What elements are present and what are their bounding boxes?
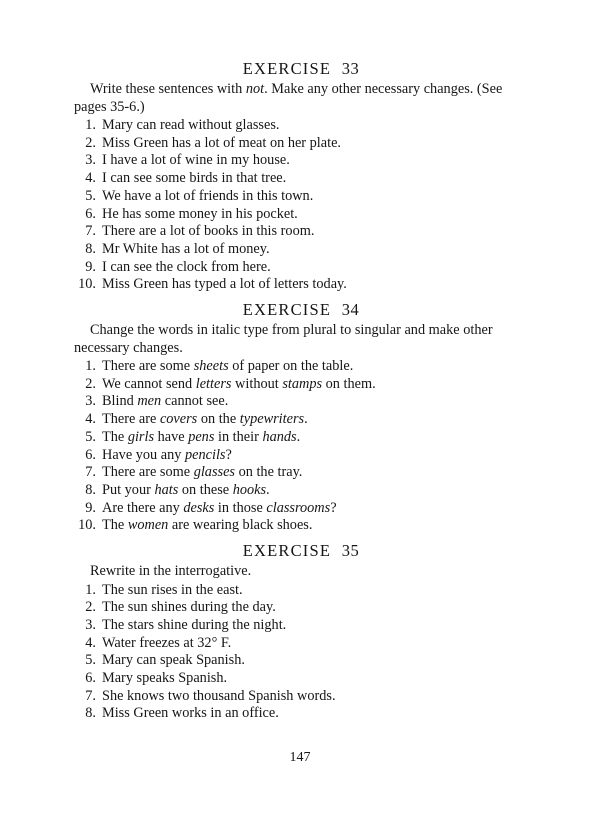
- list-item: [74, 617, 528, 635]
- item-text: He has some money in his pocket.: [102, 205, 298, 222]
- item-text: I can see some birds in that tree.: [102, 170, 287, 187]
- item-number: 2.: [85, 134, 96, 151]
- item-text: There are: [102, 411, 160, 428]
- item-text: The stars shine during the night.: [102, 616, 287, 633]
- item-text: I can see the clock from here.: [102, 258, 271, 275]
- exercise-instruction: [74, 81, 528, 116]
- item-text: have: [154, 428, 189, 445]
- list-item: [74, 482, 528, 500]
- list-item: [74, 688, 528, 706]
- item-number: 6.: [85, 446, 96, 463]
- item-text: cannot see.: [161, 393, 229, 410]
- italic-word: classrooms: [266, 499, 331, 516]
- item-text: She knows two thousand Spanish words.: [102, 687, 336, 704]
- list-item: [74, 447, 528, 465]
- exercise-items: [74, 582, 528, 724]
- item-text: Mary can read without glasses.: [102, 117, 280, 133]
- item-number: 1.: [85, 358, 96, 375]
- item-text: There are some: [102, 464, 194, 481]
- item-text: The: [102, 517, 128, 534]
- list-item: [74, 223, 528, 241]
- list-item: [74, 670, 528, 688]
- item-number: 6.: [85, 205, 96, 222]
- item-number: 9.: [85, 499, 96, 516]
- item-number: 4.: [85, 170, 96, 187]
- item-number: 1.: [85, 117, 96, 133]
- exercise-35: [74, 540, 528, 723]
- list-item: [74, 358, 528, 376]
- item-number: 4.: [85, 411, 96, 428]
- item-text: .: [304, 411, 308, 428]
- italic-word: hooks: [232, 481, 267, 498]
- item-text: ?: [225, 446, 232, 463]
- item-text: The sun rises in the east.: [102, 581, 243, 598]
- item-number: 5.: [85, 652, 96, 669]
- instruction-text: Rewrite in the interrogative.: [90, 563, 252, 580]
- item-text: We cannot send: [102, 375, 196, 392]
- item-number: 7.: [85, 687, 96, 704]
- item-text: on them.: [322, 375, 376, 392]
- list-item: [74, 152, 528, 170]
- list-item: [74, 376, 528, 394]
- item-text: Put your: [102, 481, 155, 498]
- item-text: There are some: [102, 358, 194, 375]
- instruction-text: Change the words in italic type from plural to singular and make other necessary changes.: [74, 322, 493, 356]
- item-text: ?: [330, 499, 337, 516]
- exercise-items: [74, 358, 528, 535]
- exercise-34: [74, 299, 528, 540]
- exercise-title: [74, 58, 528, 79]
- item-number: 7.: [85, 464, 96, 481]
- item-text: There are a lot of books in this room.: [102, 223, 315, 240]
- instruction-text: not: [245, 81, 265, 97]
- italic-word: sheets: [193, 358, 229, 375]
- list-item: [74, 635, 528, 653]
- instruction-text: Write these sentences with: [90, 81, 246, 97]
- item-text: without: [231, 375, 283, 392]
- item-text: in those: [214, 499, 267, 516]
- item-text: .: [266, 481, 270, 498]
- list-item: [74, 206, 528, 224]
- item-number: 5.: [85, 428, 96, 445]
- item-text: of paper on the table.: [228, 358, 354, 375]
- instruction-text: . Make any other necessary changes. (See pages 35-6.): [74, 81, 503, 115]
- item-text: Are there any: [102, 499, 184, 516]
- exercise-title-label: EXERCISE: [242, 59, 332, 78]
- list-item: [74, 500, 528, 518]
- italic-word: girls: [127, 428, 155, 445]
- exercise-items: [74, 117, 528, 294]
- italic-word: men: [137, 393, 162, 410]
- list-item: [74, 393, 528, 411]
- item-text: Have you any: [102, 446, 185, 463]
- item-text: on the: [197, 411, 240, 428]
- item-text: on these: [178, 481, 233, 498]
- page-number: 147: [289, 750, 311, 765]
- italic-word: glasses: [193, 464, 235, 481]
- item-number: 8.: [85, 705, 96, 722]
- exercise-instruction: [74, 322, 528, 357]
- item-text: I have a lot of wine in my house.: [102, 152, 290, 169]
- list-item: [74, 188, 528, 206]
- exercise-title-label: EXERCISE: [242, 300, 332, 320]
- item-text: are wearing black shoes.: [168, 517, 313, 534]
- list-item: [74, 117, 528, 135]
- item-number: 6.: [85, 670, 96, 687]
- exercise-title-label: EXERCISE: [242, 541, 332, 561]
- item-number: 3.: [85, 152, 96, 169]
- list-item: [74, 705, 528, 723]
- list-item: [74, 429, 528, 447]
- exercise-title: [74, 540, 528, 561]
- item-number: 2.: [85, 375, 96, 392]
- item-text: Miss Green has a lot of meat on her plate.: [102, 134, 342, 151]
- exercise-title: [74, 299, 528, 320]
- item-text: Mary speaks Spanish.: [102, 670, 228, 687]
- item-text: in their: [214, 428, 263, 445]
- item-number: 1.: [85, 581, 96, 598]
- list-item: [74, 259, 528, 277]
- list-item: [74, 517, 528, 535]
- item-number: 5.: [85, 187, 96, 204]
- item-number: 7.: [85, 223, 96, 240]
- italic-word: pens: [188, 428, 215, 445]
- list-item: [74, 241, 528, 259]
- exercise-number: 35: [341, 541, 360, 561]
- item-number: 3.: [85, 393, 96, 410]
- italic-word: covers: [159, 411, 198, 428]
- item-number: 10.: [78, 517, 96, 534]
- italic-word: typewriters: [239, 411, 305, 428]
- item-text: The sun shines during the day.: [102, 599, 276, 616]
- item-number: 9.: [85, 258, 96, 275]
- item-text: .: [296, 428, 301, 445]
- item-text: Water freezes at 32° F.: [102, 634, 232, 651]
- exercise-number: 33: [341, 59, 360, 78]
- list-item: [74, 582, 528, 600]
- item-number: 2.: [85, 599, 96, 616]
- item-text: The: [102, 428, 128, 445]
- list-item: [74, 276, 528, 294]
- italic-word: desks: [183, 499, 215, 516]
- exercise-instruction: [74, 563, 528, 581]
- item-text: Miss Green has typed a lot of letters today.: [102, 276, 347, 293]
- item-number: 10.: [78, 276, 96, 293]
- item-number: 8.: [85, 240, 96, 257]
- italic-word: women: [127, 517, 169, 534]
- item-text: Miss Green works in an office.: [102, 705, 279, 722]
- item-text: We have a lot of friends in this town.: [102, 187, 314, 204]
- list-item: [74, 170, 528, 188]
- list-item: [74, 135, 528, 153]
- item-text: Blind: [102, 393, 138, 410]
- list-item: [74, 464, 528, 482]
- item-number: 8.: [85, 481, 96, 498]
- exercise-33: [74, 58, 528, 299]
- item-text: Mary can speak Spanish.: [102, 652, 245, 669]
- item-number: 3.: [85, 616, 96, 633]
- italic-word: pencils: [184, 446, 226, 463]
- list-item: [74, 652, 528, 670]
- italic-word: stamps: [282, 375, 323, 392]
- exercise-number: 34: [341, 300, 360, 320]
- italic-word: hats: [154, 481, 179, 498]
- item-text: Mr White has a lot of money.: [102, 240, 270, 257]
- list-item: [74, 599, 528, 617]
- list-item: [74, 411, 528, 429]
- italic-word: letters: [195, 375, 232, 392]
- item-number: 4.: [85, 634, 96, 651]
- italic-word: hands: [262, 428, 297, 445]
- page-body: [74, 58, 528, 723]
- item-text: on the tray.: [235, 464, 303, 481]
